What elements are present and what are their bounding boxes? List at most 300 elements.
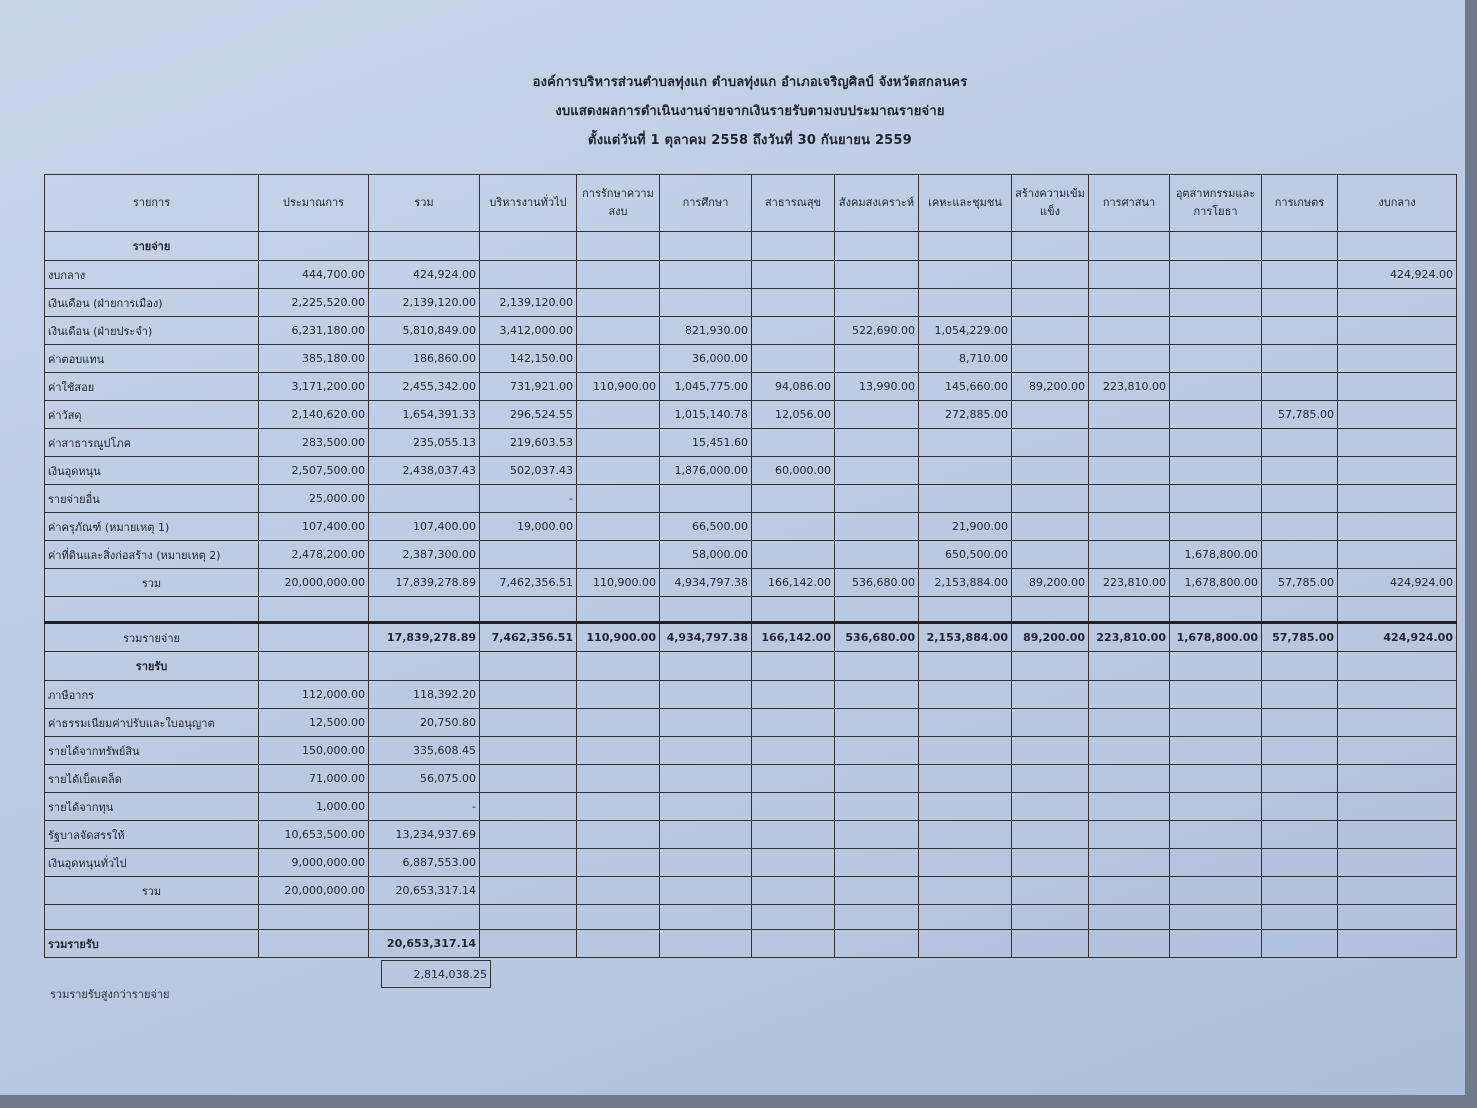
table-cell: 166,142.00: [752, 569, 835, 597]
table-cell: [660, 681, 752, 709]
table-cell: [1089, 849, 1170, 877]
table-cell: [660, 849, 752, 877]
table-cell: [919, 905, 1012, 930]
table-cell: 186,860.00: [369, 345, 480, 373]
table-cell: [919, 709, 1012, 737]
table-cell: 57,785.00: [1262, 569, 1338, 597]
table-cell: 107,400.00: [259, 513, 369, 541]
table-cell: 272,885.00: [919, 401, 1012, 429]
table-cell: 235,055.13: [369, 429, 480, 457]
row-label: เงินอุดหนุน: [45, 457, 259, 485]
column-header: รวม: [369, 175, 480, 232]
table-cell: [1012, 345, 1089, 373]
table-cell: [660, 821, 752, 849]
column-header: การศึกษา: [660, 175, 752, 232]
column-header: บริหารงานทั่วไป: [480, 175, 577, 232]
table-cell: [660, 652, 752, 681]
table-cell: 110,900.00: [577, 623, 660, 652]
table-cell: [1262, 849, 1338, 877]
row-label: รายได้จากทรัพย์สิน: [45, 737, 259, 765]
table-cell: [1338, 597, 1457, 623]
table-cell: [1089, 821, 1170, 849]
row-label: เงินเดือน (ฝ่ายประจำ): [45, 317, 259, 345]
table-cell: [1012, 261, 1089, 289]
table-cell: [752, 429, 835, 457]
table-cell: [835, 849, 919, 877]
table-cell: [1012, 513, 1089, 541]
table-cell: [480, 765, 577, 793]
row-label: รวม: [45, 877, 259, 905]
table-cell: [259, 232, 369, 261]
table-cell: 1,054,229.00: [919, 317, 1012, 345]
table-cell: [480, 541, 577, 569]
table-cell: [919, 737, 1012, 765]
table-cell: 25,000.00: [259, 485, 369, 513]
table-cell: [919, 681, 1012, 709]
table-cell: 12,056.00: [752, 401, 835, 429]
expense-row: [45, 429, 1457, 457]
table-cell: 223,810.00: [1089, 569, 1170, 597]
table-cell: [369, 905, 480, 930]
column-header: เคหะและชุมชน: [919, 175, 1012, 232]
row-label: ภาษีอากร: [45, 681, 259, 709]
table-cell: [480, 849, 577, 877]
table-cell: 110,900.00: [577, 373, 660, 401]
table-cell: 150,000.00: [259, 737, 369, 765]
table-cell: [1338, 373, 1457, 401]
table-cell: [660, 485, 752, 513]
table-cell: [835, 401, 919, 429]
table-cell: [1262, 793, 1338, 821]
table-cell: 17,839,278.89: [369, 623, 480, 652]
table-cell: [1012, 737, 1089, 765]
table-cell: [919, 765, 1012, 793]
expense-row: [45, 261, 1457, 289]
table-cell: 821,930.00: [660, 317, 752, 345]
table-cell: 17,839,278.89: [369, 569, 480, 597]
table-cell: 7,462,356.51: [480, 569, 577, 597]
table-cell: [1170, 737, 1262, 765]
table-cell: [752, 709, 835, 737]
table-cell: [577, 429, 660, 457]
table-cell: [369, 232, 480, 261]
table-cell: 20,750.80: [369, 709, 480, 737]
table-cell: [1338, 457, 1457, 485]
table-cell: [660, 289, 752, 317]
table-cell: [577, 289, 660, 317]
table-cell: 57,785.00: [1262, 623, 1338, 652]
table-cell: [660, 737, 752, 765]
table-cell: 2,225,520.00: [259, 289, 369, 317]
row-label: รวมรายจ่าย: [45, 623, 259, 652]
table-cell: [577, 930, 660, 958]
table-cell: [1262, 737, 1338, 765]
table-cell: [1170, 485, 1262, 513]
table-cell: 19,000.00: [480, 513, 577, 541]
table-cell: [577, 821, 660, 849]
table-cell: 107,400.00: [369, 513, 480, 541]
table-cell: [835, 513, 919, 541]
section-heading: รายรับ: [45, 652, 259, 681]
revenue-grand-row: [45, 930, 1457, 958]
table-header: [45, 175, 1457, 232]
row-label: รวม: [45, 569, 259, 597]
table-cell: [919, 821, 1012, 849]
table-cell: [1262, 317, 1338, 345]
table-cell: [1012, 317, 1089, 345]
table-cell: [259, 905, 369, 930]
table-cell: [577, 401, 660, 429]
table-cell: [259, 652, 369, 681]
table-cell: [1338, 905, 1457, 930]
table-cell: 142,150.00: [480, 345, 577, 373]
table-cell: [660, 709, 752, 737]
table-cell: [1170, 681, 1262, 709]
report-title: งบแสดงผลการดำเนินงานจ่ายจากเงินรายรับตามงบประมาณรายจ่าย: [555, 104, 945, 119]
table-cell: [1170, 597, 1262, 623]
table-cell: 2,455,342.00: [369, 373, 480, 401]
table-cell: 536,680.00: [835, 623, 919, 652]
table-cell: [1089, 232, 1170, 261]
table-cell: [752, 681, 835, 709]
column-header: สาธารณสุข: [752, 175, 835, 232]
table-cell: [577, 737, 660, 765]
table-cell: [919, 793, 1012, 821]
section-row: [45, 232, 1457, 261]
column-header: ประมาณการ: [259, 175, 369, 232]
table-cell: [1338, 681, 1457, 709]
table-cell: 71,000.00: [259, 765, 369, 793]
table-cell: [1262, 765, 1338, 793]
table-cell: 1,000.00: [259, 793, 369, 821]
table-cell: [1338, 765, 1457, 793]
table-cell: [1089, 681, 1170, 709]
column-header: รายการ: [45, 175, 259, 232]
table-cell: [835, 232, 919, 261]
table-cell: 2,153,884.00: [919, 623, 1012, 652]
table-cell: [1089, 261, 1170, 289]
table-cell: [369, 597, 480, 623]
table-cell: 223,810.00: [1089, 623, 1170, 652]
table-cell: [1170, 821, 1262, 849]
table-cell: [835, 289, 919, 317]
table-cell: [1170, 877, 1262, 905]
table-cell: [1012, 905, 1089, 930]
expense-row: [45, 485, 1457, 513]
table-cell: [835, 457, 919, 485]
table-cell: [752, 485, 835, 513]
table-cell: [577, 709, 660, 737]
table-cell: [577, 261, 660, 289]
table-cell: [835, 261, 919, 289]
revenue-row: [45, 765, 1457, 793]
column-header: งบกลาง: [1338, 175, 1457, 232]
table-cell: 8,710.00: [919, 345, 1012, 373]
table-cell: [577, 541, 660, 569]
table-cell: [577, 597, 660, 623]
surplus-label: รวมรายรับสูงกว่ารายจ่าย: [50, 988, 170, 1001]
table-cell: 296,524.55: [480, 401, 577, 429]
section-heading: รายจ่าย: [45, 232, 259, 261]
row-label: เงินเดือน (ฝ่ายการเมือง): [45, 289, 259, 317]
table-cell: [660, 793, 752, 821]
table-cell: 13,234,937.69: [369, 821, 480, 849]
table-cell: [1089, 765, 1170, 793]
table-cell: [577, 905, 660, 930]
table-cell: [1170, 232, 1262, 261]
table-cell: [45, 905, 259, 930]
expense-row: [45, 345, 1457, 373]
table-cell: 335,608.45: [369, 737, 480, 765]
table-cell: 20,000,000.00: [259, 569, 369, 597]
table-cell: [577, 345, 660, 373]
table-cell: [835, 821, 919, 849]
table-cell: [577, 793, 660, 821]
table-cell: 522,690.00: [835, 317, 919, 345]
table-cell: [660, 232, 752, 261]
table-cell: 223,810.00: [1089, 373, 1170, 401]
expense-row: [45, 401, 1457, 429]
expense-row: [45, 373, 1457, 401]
table-cell: [1338, 401, 1457, 429]
table-cell: [1170, 261, 1262, 289]
table-cell: [1012, 457, 1089, 485]
revenue-row: [45, 849, 1457, 877]
table-cell: [480, 232, 577, 261]
table-cell: 5,810,849.00: [369, 317, 480, 345]
table-cell: [1089, 513, 1170, 541]
table-cell: [259, 930, 369, 958]
table-cell: [835, 793, 919, 821]
table-cell: [480, 709, 577, 737]
table-cell: [577, 849, 660, 877]
table-cell: [1338, 821, 1457, 849]
table-cell: [919, 930, 1012, 958]
table-cell: [1170, 905, 1262, 930]
table-cell: 2,153,884.00: [919, 569, 1012, 597]
table-cell: [919, 652, 1012, 681]
column-header: การรักษาความสงบ: [577, 175, 660, 232]
table-cell: [480, 877, 577, 905]
table-cell: [1338, 289, 1457, 317]
row-label: ค่าธรรมเนียมค่าปรับและใบอนุญาต: [45, 709, 259, 737]
table-cell: [1262, 457, 1338, 485]
table-cell: [1170, 317, 1262, 345]
table-cell: [1170, 793, 1262, 821]
section-row: [45, 652, 1457, 681]
table-cell: [577, 877, 660, 905]
table-cell: [1089, 930, 1170, 958]
table-cell: -: [369, 793, 480, 821]
table-cell: [1338, 793, 1457, 821]
table-cell: [577, 765, 660, 793]
table-cell: 2,507,500.00: [259, 457, 369, 485]
table-cell: [1089, 709, 1170, 737]
table-cell: [45, 597, 259, 623]
table-cell: [1262, 877, 1338, 905]
table-cell: 1,678,800.00: [1170, 569, 1262, 597]
table-cell: 15,451.60: [660, 429, 752, 457]
table-cell: [1089, 652, 1170, 681]
table-cell: [919, 849, 1012, 877]
table-cell: [1170, 849, 1262, 877]
table-cell: [1089, 289, 1170, 317]
table-cell: [1262, 597, 1338, 623]
table-cell: [1338, 345, 1457, 373]
table-cell: [1089, 401, 1170, 429]
table-cell: [752, 513, 835, 541]
table-cell: [835, 930, 919, 958]
table-cell: 89,200.00: [1012, 373, 1089, 401]
table-cell: 94,086.00: [752, 373, 835, 401]
table-cell: 2,140,620.00: [259, 401, 369, 429]
table-cell: [919, 457, 1012, 485]
budget-table: [44, 174, 1457, 958]
revenue-row: [45, 681, 1457, 709]
revenue-row: [45, 737, 1457, 765]
table-cell: 9,000,000.00: [259, 849, 369, 877]
table-cell: [480, 597, 577, 623]
table-cell: 731,921.00: [480, 373, 577, 401]
table-cell: [1012, 849, 1089, 877]
table-cell: [752, 930, 835, 958]
table-cell: [1338, 849, 1457, 877]
table-cell: 3,412,000.00: [480, 317, 577, 345]
table-cell: 6,887,553.00: [369, 849, 480, 877]
table-cell: [835, 429, 919, 457]
table-cell: [919, 261, 1012, 289]
column-header: การศาสนา: [1089, 175, 1170, 232]
table-cell: [480, 930, 577, 958]
table-cell: [835, 905, 919, 930]
table-cell: 110,900.00: [577, 569, 660, 597]
table-cell: 166,142.00: [752, 623, 835, 652]
table-cell: [660, 261, 752, 289]
table-cell: [480, 793, 577, 821]
table-cell: [577, 681, 660, 709]
table-body: [45, 232, 1457, 958]
row-label: ค่าตอบแทน: [45, 345, 259, 373]
table-cell: [752, 765, 835, 793]
column-header: สังคมสงเคราะห์: [835, 175, 919, 232]
table-cell: [1089, 597, 1170, 623]
table-cell: [919, 485, 1012, 513]
table-cell: [660, 765, 752, 793]
table-cell: [577, 232, 660, 261]
table-cell: [1338, 232, 1457, 261]
table-cell: 20,653,317.14: [369, 877, 480, 905]
expense-grand-row: [45, 623, 1457, 652]
row-label: ค่าสาธารณูปโภค: [45, 429, 259, 457]
table-cell: 66,500.00: [660, 513, 752, 541]
table-cell: [835, 681, 919, 709]
table-cell: [1012, 821, 1089, 849]
table-cell: [1170, 345, 1262, 373]
row-label: งบกลาง: [45, 261, 259, 289]
table-cell: 1,015,140.78: [660, 401, 752, 429]
row-label: ค่าครุภัณฑ์ (หมายเหตุ 1): [45, 513, 259, 541]
table-cell: [752, 905, 835, 930]
table-cell: [752, 261, 835, 289]
table-cell: [1338, 485, 1457, 513]
table-cell: [1170, 289, 1262, 317]
table-cell: [1170, 513, 1262, 541]
table-cell: [1012, 681, 1089, 709]
table-cell: [1338, 652, 1457, 681]
table-cell: [259, 623, 369, 652]
table-cell: [1338, 541, 1457, 569]
table-cell: [1089, 345, 1170, 373]
table-cell: [1262, 541, 1338, 569]
table-cell: [1012, 765, 1089, 793]
table-cell: [1089, 737, 1170, 765]
row-label: ค่าที่ดินและสิ่งก่อสร้าง (หมายเหตุ 2): [45, 541, 259, 569]
column-header: อุตสาหกรรมและการโยธา: [1170, 175, 1262, 232]
revenue-row: [45, 793, 1457, 821]
row-label: ค่าวัสดุ: [45, 401, 259, 429]
table-cell: 4,934,797.38: [660, 623, 752, 652]
spacer-row: [45, 905, 1457, 930]
table-cell: [1089, 541, 1170, 569]
table-cell: [1170, 373, 1262, 401]
table-cell: [1012, 877, 1089, 905]
table-cell: [1012, 485, 1089, 513]
table-cell: [1338, 513, 1457, 541]
expense-total-row: [45, 569, 1457, 597]
table-cell: 219,603.53: [480, 429, 577, 457]
table-cell: [1262, 289, 1338, 317]
table-cell: 424,924.00: [369, 261, 480, 289]
table-cell: 57,785.00: [1262, 401, 1338, 429]
table-cell: [1170, 401, 1262, 429]
table-cell: [1262, 232, 1338, 261]
table-cell: [835, 709, 919, 737]
table-cell: [1012, 597, 1089, 623]
table-cell: [1012, 289, 1089, 317]
table-cell: [1262, 429, 1338, 457]
table-cell: 56,075.00: [369, 765, 480, 793]
table-cell: 6,231,180.00: [259, 317, 369, 345]
table-cell: [752, 232, 835, 261]
table-cell: [752, 849, 835, 877]
table-cell: 650,500.00: [919, 541, 1012, 569]
table-cell: 60,000.00: [752, 457, 835, 485]
table-cell: [835, 597, 919, 623]
table-cell: [259, 597, 369, 623]
table-cell: 424,924.00: [1338, 623, 1457, 652]
revenue-row: [45, 709, 1457, 737]
table-cell: 424,924.00: [1338, 569, 1457, 597]
table-cell: 385,180.00: [259, 345, 369, 373]
table-cell: 1,678,800.00: [1170, 623, 1262, 652]
table-cell: [1012, 930, 1089, 958]
table-cell: 89,200.00: [1012, 569, 1089, 597]
table-cell: [1262, 261, 1338, 289]
table-cell: [1338, 930, 1457, 958]
table-cell: [1338, 317, 1457, 345]
table-cell: 1,876,000.00: [660, 457, 752, 485]
table-cell: [660, 905, 752, 930]
table-cell: [1012, 793, 1089, 821]
column-header: การเกษตร: [1262, 175, 1338, 232]
table-cell: 536,680.00: [835, 569, 919, 597]
table-cell: [835, 345, 919, 373]
table-cell: [660, 597, 752, 623]
row-label: รายได้จากทุน: [45, 793, 259, 821]
expense-row: [45, 513, 1457, 541]
table-cell: 2,387,300.00: [369, 541, 480, 569]
table-cell: [1262, 345, 1338, 373]
